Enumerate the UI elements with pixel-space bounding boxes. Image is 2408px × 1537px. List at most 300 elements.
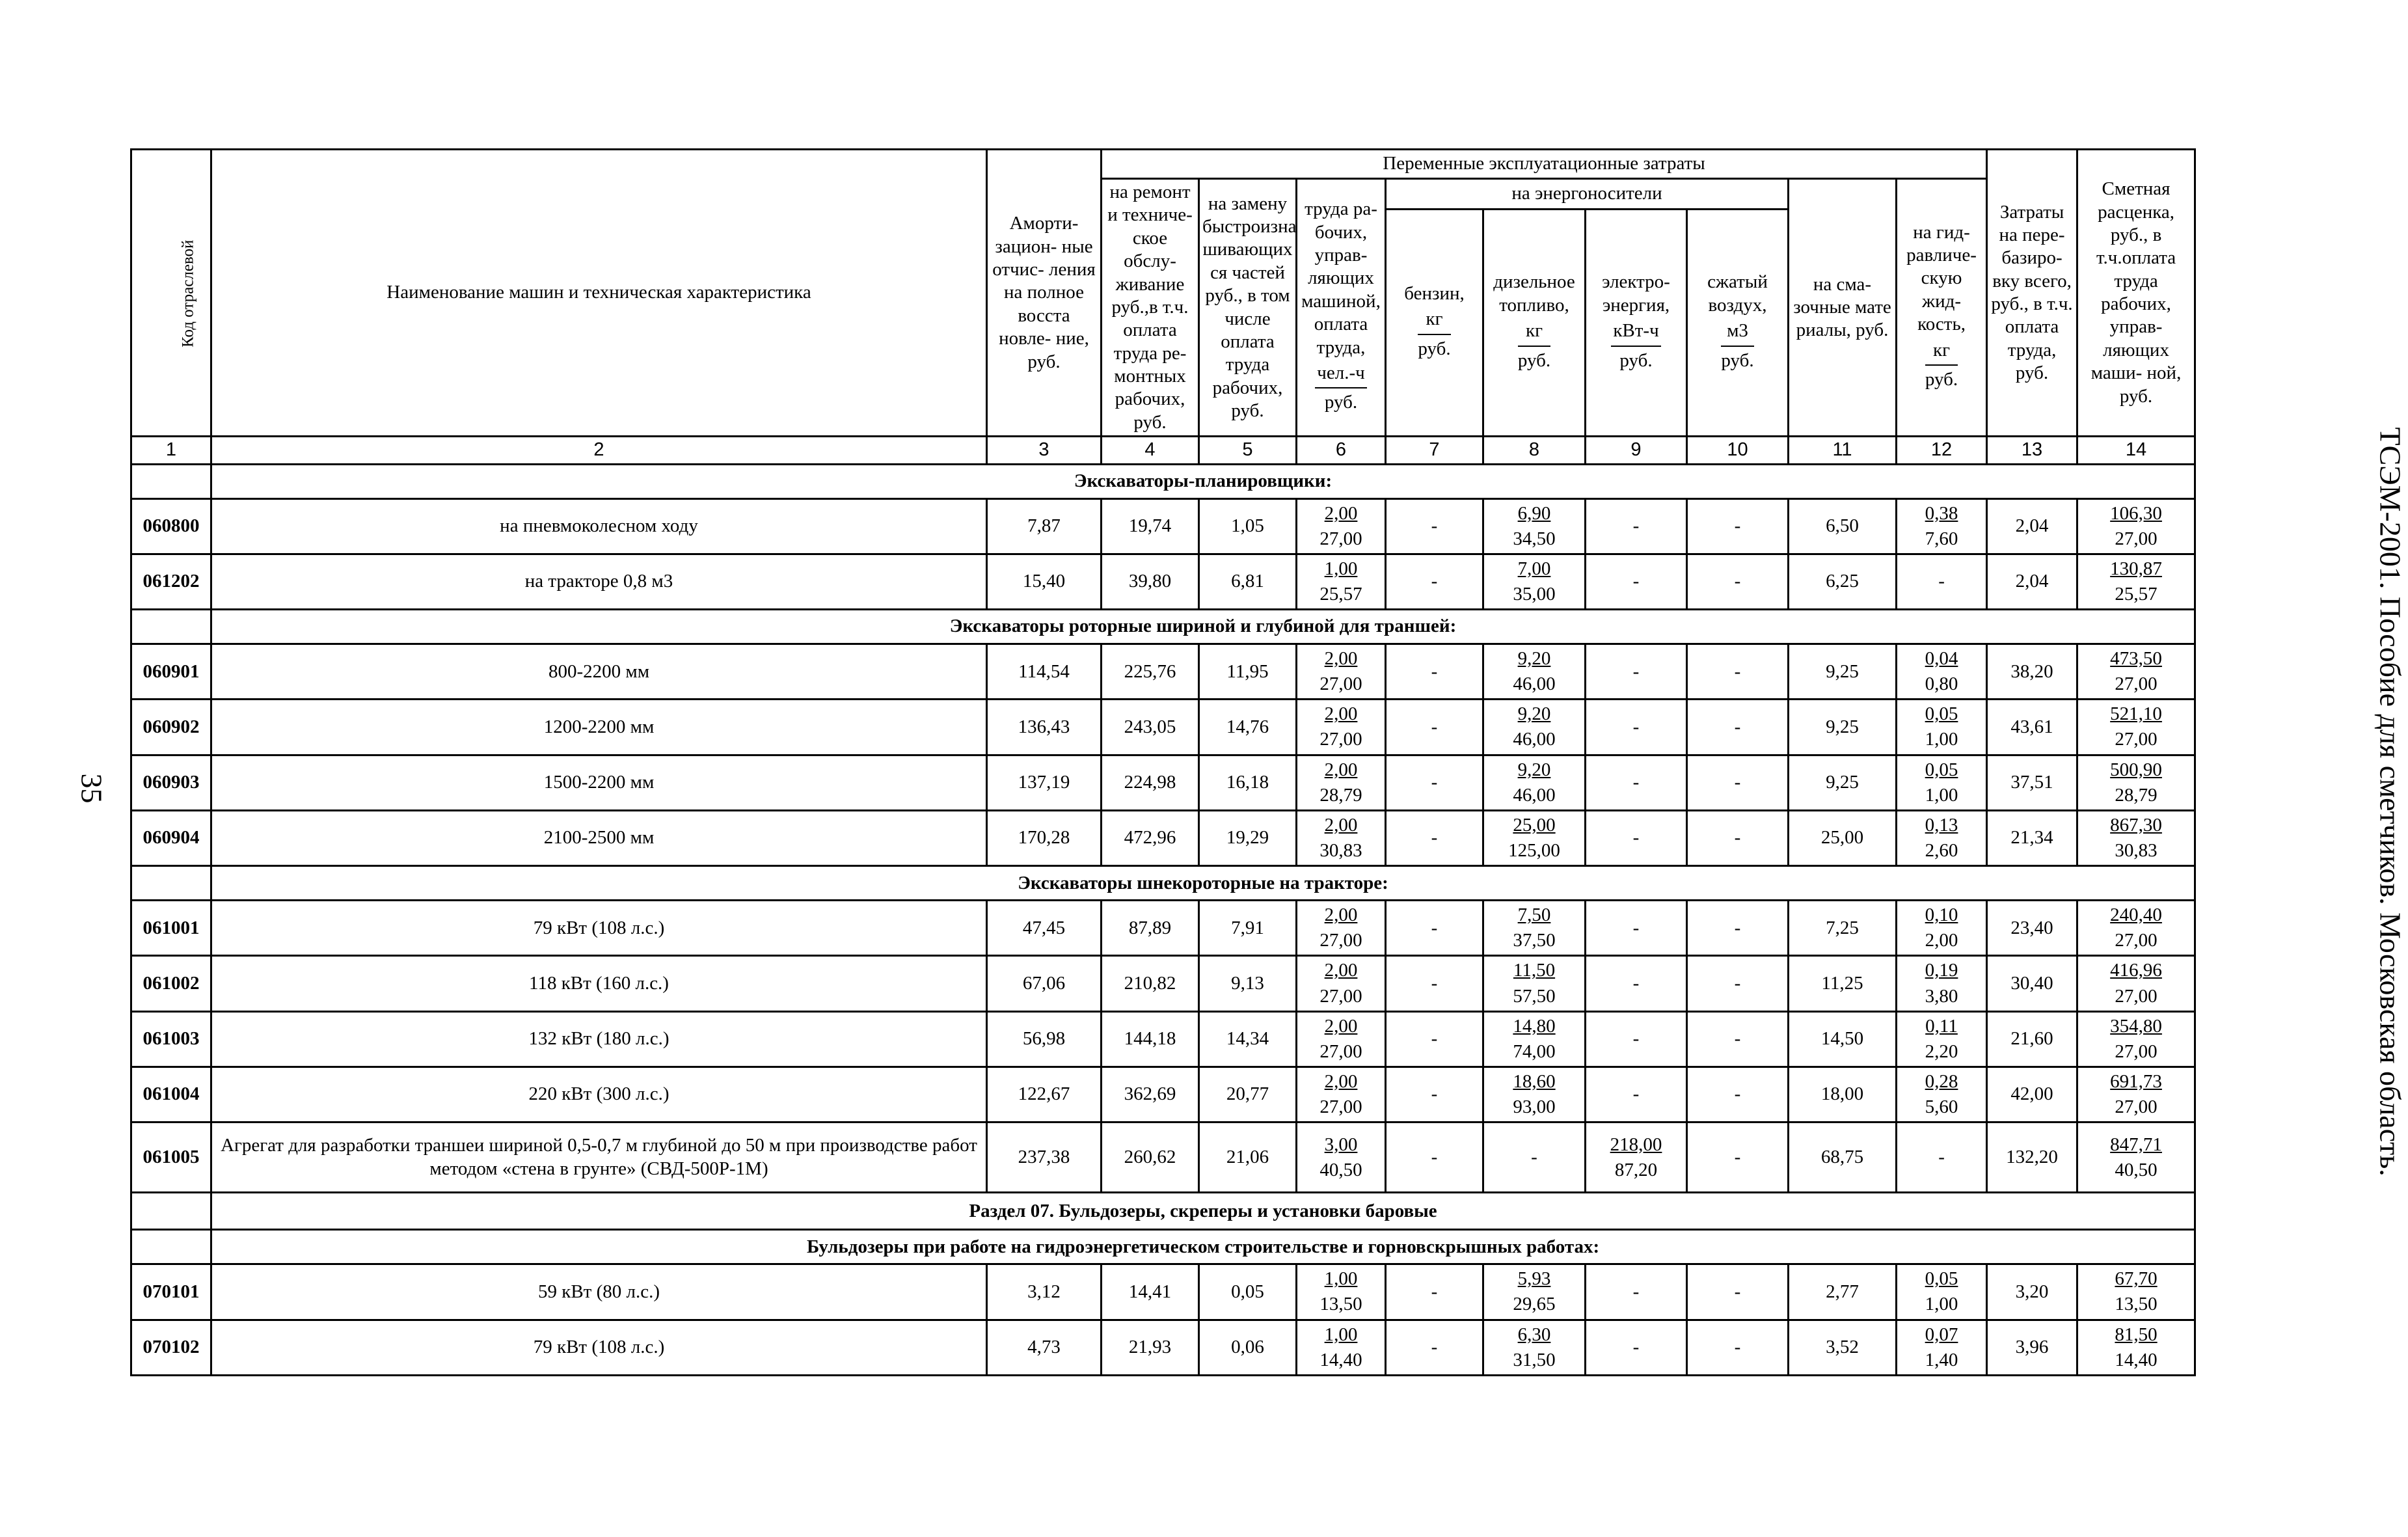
name-cell: 59 кВт (80 л.с.) [211,1264,987,1320]
repair-cell: 21,93 [1102,1320,1199,1375]
petrol-cell: - [1386,956,1483,1011]
lubricants-cell: 2,77 [1789,1264,1897,1320]
fraction-bottom: 74,00 [1513,1041,1556,1062]
fraction-bottom: 2,60 [1925,840,1958,862]
fraction-value [1319,757,1362,808]
petrol-cell: - [1386,755,1483,810]
hydraulic-cell [1897,1320,1987,1375]
electricity-cell: - [1586,644,1687,700]
section-row [131,610,2195,644]
petrol-cell: - [1386,644,1483,700]
code-cell: 070101 [131,1264,211,1320]
replacement-cell: 1,05 [1199,498,1297,554]
relocation-cell: 30,40 [1987,956,2077,1011]
fraction-value [1925,646,1958,697]
rate-cell [2077,901,2195,956]
fraction-value [1513,1069,1555,1120]
table-header [131,150,2195,465]
fraction-bottom: 13,50 [1319,1294,1362,1315]
hydraulic-cell [1897,901,1987,956]
lubricants-cell: 3,52 [1789,1320,1897,1375]
fraction-top: 0,10 [1925,905,1958,926]
rate-cell [2077,1264,2195,1320]
rate-cell [2077,1067,2195,1122]
fraction-top: 2,00 [1324,814,1358,836]
replacement-cell: 6,81 [1199,554,1297,609]
rate-cell [2077,755,2195,810]
fraction-bottom: 7,60 [1925,528,1958,549]
electricity-cell: - [1586,554,1687,609]
fraction-bottom: 2,00 [1925,930,1958,951]
fraction-value [1513,1014,1555,1065]
code-cell: 061202 [131,554,211,609]
diesel-cell [1483,901,1586,956]
electricity-cell: - [1586,700,1687,755]
table-row [131,1264,2195,1320]
rate-cell [2077,498,2195,554]
section-row [131,1193,2195,1230]
petrol-cell: - [1386,554,1483,609]
fraction-bottom: 93,00 [1513,1096,1556,1118]
fraction-bottom: 1,00 [1925,729,1958,750]
section-row [131,1230,2195,1264]
amortization-cell: 7,87 [987,498,1102,554]
code-cell: 060902 [131,700,211,755]
table-row [131,1122,2195,1193]
name-cell: на тракторе 0,8 м3 [211,554,987,609]
air-cell: - [1687,700,1789,755]
fraction-bottom: 25,57 [2115,583,2158,605]
column-number: 3 [987,437,1102,464]
amortization-cell: 3,12 [987,1264,1102,1320]
repair-cell: 362,69 [1102,1067,1199,1122]
air-cell: - [1687,1067,1789,1122]
repair-cell: 39,80 [1102,554,1199,609]
fraction-top: 0,05 [1925,703,1958,725]
fraction-bottom: 28,79 [2115,784,2158,806]
replacement-cell: 0,05 [1199,1264,1297,1320]
hydraulic-cell: - [1897,554,1987,609]
fraction-top: 1,00 [1324,1324,1358,1345]
fraction-value [1513,1322,1555,1373]
table-row [131,498,2195,554]
fraction-value [2110,556,2162,607]
column-number: 2 [211,437,987,464]
column-number: 10 [1687,437,1789,464]
relocation-cell: 42,00 [1987,1067,2077,1122]
fraction-value [1319,1266,1362,1317]
name-cell: 800-2200 мм [211,644,987,700]
repair-cell: 87,89 [1102,901,1199,956]
rate-cell [2077,810,2195,865]
header-energy: на энергоносители [1386,179,1789,210]
rate-cell [2077,956,2195,1011]
name-cell: 1500-2200 мм [211,755,987,810]
diesel-cell [1483,1067,1586,1122]
air-cell: - [1687,1320,1789,1375]
relocation-cell: 38,20 [1987,644,2077,700]
labor-cell [1297,810,1386,865]
fraction-value [1610,1132,1662,1183]
labor-cell [1297,1011,1386,1067]
code-cell: 061001 [131,901,211,956]
section-code-cell [131,866,211,901]
electricity-cell [1586,1122,1687,1193]
fraction-value [2110,903,2162,953]
fraction-bottom: 1,40 [1925,1349,1958,1370]
fraction-top: 18,60 [1513,1071,1556,1093]
table-row [131,956,2195,1011]
fraction-top: 0,04 [1925,648,1958,670]
fraction-top: 5,93 [1517,1268,1551,1290]
fraction-top: 847,71 [2110,1134,2162,1155]
fraction-top: 218,00 [1610,1134,1662,1155]
hydraulic-cell [1897,498,1987,554]
fraction-bottom: 40,50 [1319,1159,1362,1180]
fraction-bottom: 40,50 [2115,1159,2158,1180]
fraction-top: 9,20 [1517,703,1551,725]
fraction-value [1513,701,1555,752]
column-number: 14 [2077,437,2195,464]
repair-cell: 14,41 [1102,1264,1199,1320]
fraction-value [1925,1266,1958,1317]
diesel-cell: - [1483,1122,1586,1193]
fraction-bottom: 27,00 [2115,528,2158,549]
header-compressed-air: сжатый воздух, $\frac{м3}{\text{руб.}}$ [1687,210,1789,437]
fraction-top: 473,50 [2110,648,2162,670]
fraction-bottom: 1,00 [1925,1294,1958,1315]
lubricants-cell: 6,50 [1789,498,1897,554]
fraction-bottom: 27,00 [1319,528,1362,549]
replacement-cell: 14,34 [1199,1011,1297,1067]
replacement-cell: 0,06 [1199,1320,1297,1375]
column-number: 1 [131,437,211,464]
table-row [131,810,2195,865]
fraction-value [2110,646,2162,697]
fraction-bottom: 31,50 [1513,1349,1556,1370]
labor-cell [1297,644,1386,700]
fraction-bottom: 28,79 [1319,784,1362,806]
fraction-top: 0,19 [1925,960,1958,981]
name-cell: 1200-2200 мм [211,700,987,755]
name-cell: Агрегат для разработки траншеи шириной 0,5-0,7 м глубиной до 50 м при производстве работ методом «стена в грунте» (СВД-500Р-1М) [211,1122,987,1193]
fraction-top: 81,50 [2115,1324,2158,1345]
electricity-cell: - [1586,1320,1687,1375]
amortization-cell: 137,19 [987,755,1102,810]
fraction-bottom: 0,80 [1925,673,1958,695]
fraction-bottom: 46,00 [1513,673,1556,695]
table-row [131,1067,2195,1122]
table-row [131,554,2195,609]
header-code: Код отраслевой [131,150,211,437]
fraction-top: 67,70 [2115,1268,2158,1290]
fraction-top: 0,05 [1925,759,1958,780]
relocation-cell: 3,96 [1987,1320,2077,1375]
section-row [131,866,2195,901]
column-number: 4 [1102,437,1199,464]
fraction-value [1513,646,1555,697]
air-cell: - [1687,956,1789,1011]
header-labor: труда ра- бочих, управ- ляющих машиной, оплата труда, $\frac{\text{чел.-ч}}{\text{руб.}}$ [1297,179,1386,437]
lubricants-cell: 25,00 [1789,810,1897,865]
fraction-top: 14,80 [1513,1015,1556,1037]
fraction-top: 0,38 [1925,502,1958,524]
fraction-value [1513,958,1555,1009]
fraction-value [1513,903,1555,953]
fraction-bottom: 2,20 [1925,1041,1958,1062]
column-number: 5 [1199,437,1297,464]
repair-cell: 144,18 [1102,1011,1199,1067]
fraction-top: 2,00 [1324,905,1358,926]
diesel-cell [1483,644,1586,700]
fraction-top: 0,28 [1925,1071,1958,1093]
fraction-value [1925,903,1958,953]
diesel-cell [1483,498,1586,554]
replacement-cell: 20,77 [1199,1067,1297,1122]
fraction-bottom: 27,00 [1319,985,1362,1007]
air-cell: - [1687,810,1789,865]
hydraulic-cell [1897,810,1987,865]
fraction-top: 867,30 [2110,814,2162,836]
electricity-cell: - [1586,810,1687,865]
petrol-cell: - [1386,1011,1483,1067]
replacement-cell: 9,13 [1199,956,1297,1011]
header-electricity: электро- энергия, $\frac{\text{кВт-ч}}{\text{руб.}}$ [1586,210,1687,437]
code-cell: 060903 [131,755,211,810]
fraction-value [1925,958,1958,1009]
table-row [131,755,2195,810]
fraction-top: 2,00 [1324,759,1358,780]
fraction-value [1513,501,1555,552]
amortization-cell: 47,45 [987,901,1102,956]
fraction-bottom: 125,00 [1508,840,1560,862]
code-cell: 070102 [131,1320,211,1375]
relocation-cell: 2,04 [1987,498,2077,554]
fraction-bottom: 27,00 [1319,673,1362,695]
header-amortization: Аморти- зацион- ные отчис- ления на полное восста новле- ние, руб. [987,150,1102,437]
hydraulic-cell [1897,1067,1987,1122]
hydraulic-cell [1897,956,1987,1011]
name-cell: на пневмоколесном ходу [211,498,987,554]
section-row [131,464,2195,498]
repair-cell: 210,82 [1102,956,1199,1011]
labor-cell [1297,1320,1386,1375]
section-code-cell [131,1230,211,1264]
header-petrol: бензин, $\frac{кг}{\text{руб.}}$ [1386,210,1483,437]
relocation-cell: 43,61 [1987,700,2077,755]
rate-cell [2077,1122,2195,1193]
name-cell: 118 кВт (160 л.с.) [211,956,987,1011]
header-variable-costs: Переменные эксплуатационные затраты [1102,150,1987,179]
column-number: 6 [1297,437,1386,464]
fraction-bottom: 27,00 [2115,930,2158,951]
electricity-cell: - [1586,498,1687,554]
rate-cell [2077,700,2195,755]
name-cell: 79 кВт (108 л.с.) [211,1320,987,1375]
fraction-top: 2,00 [1324,960,1358,981]
fraction-bottom: 46,00 [1513,729,1556,750]
section-code-cell [131,610,211,644]
fraction-value [1319,1132,1362,1183]
code-cell: 060901 [131,644,211,700]
fraction-bottom: 14,40 [1319,1349,1362,1370]
rate-cell [2077,1011,2195,1067]
header-hydraulic: на гид- равличе- скую жид- кость, $\frac{кг}{\text{руб.}}$ [1897,179,1987,437]
fraction-top: 106,30 [2110,502,2162,524]
fraction-value [2110,1069,2162,1120]
lubricants-cell: 9,25 [1789,755,1897,810]
lubricants-cell: 18,00 [1789,1067,1897,1122]
amortization-cell: 67,06 [987,956,1102,1011]
diesel-cell [1483,1264,1586,1320]
diesel-cell [1483,1011,1586,1067]
replacement-cell: 11,95 [1199,644,1297,700]
fraction-bottom: 27,00 [2115,729,2158,750]
fraction-value [1513,757,1555,808]
fraction-top: 3,00 [1324,1134,1358,1155]
table-row [131,1320,2195,1375]
section-title: Экскаваторы роторные шириной и глубиной для траншей: [211,610,2195,644]
section-title: Экскаваторы-планировщики: [211,464,2195,498]
diesel-cell [1483,700,1586,755]
fraction-top: 354,80 [2110,1015,2162,1037]
fraction-value [1319,701,1362,752]
fraction-top: 130,87 [2110,558,2162,579]
fraction-top: 11,50 [1513,960,1556,981]
name-cell: 132 кВт (180 л.с.) [211,1011,987,1067]
machine-rates-table [130,148,2196,1376]
lubricants-cell: 9,25 [1789,700,1897,755]
air-cell: - [1687,1122,1789,1193]
amortization-cell: 4,73 [987,1320,1102,1375]
fraction-value [1319,903,1362,953]
repair-cell: 225,76 [1102,644,1199,700]
fraction-value [1319,813,1362,864]
fraction-top: 2,00 [1324,648,1358,670]
repair-cell: 260,62 [1102,1122,1199,1193]
code-cell: 060904 [131,810,211,865]
petrol-cell: - [1386,498,1483,554]
code-cell: 061005 [131,1122,211,1193]
fraction-value [1925,813,1958,864]
hydraulic-cell [1897,1011,1987,1067]
rate-cell [2077,644,2195,700]
amortization-cell: 114,54 [987,644,1102,700]
column-number: 8 [1483,437,1586,464]
air-cell: - [1687,554,1789,609]
labor-cell [1297,1067,1386,1122]
hydraulic-cell [1897,700,1987,755]
fraction-value [1925,701,1958,752]
header-rate: Сметная расценка, руб., в т.ч.оплата труда рабочих, управ- ляющих маши- ной, руб. [2077,150,2195,437]
name-cell: 2100-2500 мм [211,810,987,865]
fraction-bottom: 57,50 [1513,985,1556,1007]
fraction-bottom: 27,00 [1319,1096,1362,1118]
air-cell: - [1687,901,1789,956]
fraction-value [1319,556,1362,607]
electricity-cell: - [1586,1067,1687,1122]
fraction-value [1925,1069,1958,1120]
fraction-bottom: 27,00 [1319,930,1362,951]
relocation-cell: 132,20 [1987,1122,2077,1193]
section-title: Экскаваторы шнекороторные на тракторе: [211,866,2195,901]
rate-cell [2077,1320,2195,1375]
fraction-bottom: 87,20 [1614,1159,1658,1180]
fraction-value [1925,501,1958,552]
air-cell: - [1687,1011,1789,1067]
name-cell: 220 кВт (300 л.с.) [211,1067,987,1122]
labor-cell [1297,1264,1386,1320]
fraction-top: 1,00 [1324,1268,1358,1290]
fraction-value [1925,1322,1958,1373]
header-relocation: Затраты на пере- базиро- вку всего, руб., в т.ч. оплата труда, руб. [1987,150,2077,437]
fraction-bottom: 27,00 [2115,673,2158,695]
labor-cell [1297,755,1386,810]
header-repair: на ремонт и техниче- ское обслу- живание руб.,в т.ч. оплата труда ре- монтных рабочих, руб. [1102,179,1199,437]
fraction-value [1925,757,1958,808]
replacement-cell: 21,06 [1199,1122,1297,1193]
page-number: 35 [75,773,109,804]
table-body [131,464,2195,1375]
fraction-value [2115,1266,2157,1317]
fraction-value [1513,556,1555,607]
amortization-cell: 122,67 [987,1067,1102,1122]
column-numbers-row [131,437,2195,464]
labor-cell [1297,901,1386,956]
repair-cell: 224,98 [1102,755,1199,810]
fraction-bottom: 37,50 [1513,930,1556,951]
fraction-bottom: 27,00 [2115,1041,2158,1062]
fraction-bottom: 30,83 [1319,840,1362,862]
fraction-value [2110,757,2162,808]
diesel-cell [1483,554,1586,609]
fraction-value [2110,1132,2162,1183]
relocation-cell: 2,04 [1987,554,2077,609]
hydraulic-cell: - [1897,1122,1987,1193]
fraction-value [2110,958,2162,1009]
fraction-top: 416,96 [2110,960,2162,981]
fraction-value [1319,646,1362,697]
hydraulic-cell [1897,1264,1987,1320]
code-cell: 061003 [131,1011,211,1067]
fraction-bottom: 34,50 [1513,528,1556,549]
fraction-value [1508,813,1560,864]
fraction-bottom: 27,00 [2115,1096,2158,1118]
fraction-top: 9,20 [1517,759,1551,780]
fraction-value [1513,1266,1555,1317]
fraction-top: 500,90 [2110,759,2162,780]
amortization-cell: 56,98 [987,1011,1102,1067]
fraction-value [1319,1014,1362,1065]
labor-cell [1297,498,1386,554]
air-cell: - [1687,498,1789,554]
table-row [131,700,2195,755]
lubricants-cell: 11,25 [1789,956,1897,1011]
air-cell: - [1687,755,1789,810]
section-code-cell [131,1193,211,1230]
code-cell: 061002 [131,956,211,1011]
fraction-value [2110,501,2162,552]
fraction-top: 0,13 [1925,814,1958,836]
column-number: 7 [1386,437,1483,464]
replacement-cell: 19,29 [1199,810,1297,865]
petrol-cell: - [1386,810,1483,865]
header-lubricants: на сма- зочные мате риалы, руб. [1789,179,1897,437]
rate-cell [2077,554,2195,609]
relocation-cell: 23,40 [1987,901,2077,956]
electricity-cell: - [1586,956,1687,1011]
side-title: ТСЭМ-2001. Пособие для сметчиков. Московская область. [2374,427,2407,1177]
